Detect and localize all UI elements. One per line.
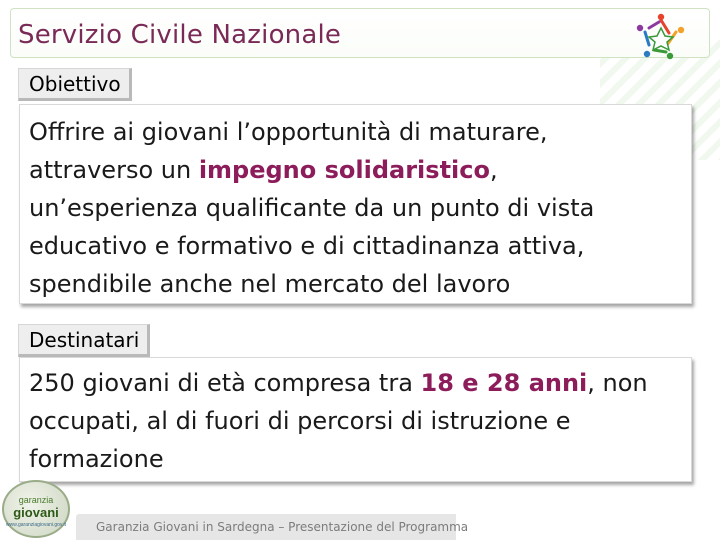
- destinatari-text: [29, 364, 648, 478]
- badge-line3: www.garanziagiovani.gov.it: [6, 522, 66, 528]
- text-segment: ,: [489, 156, 498, 184]
- text-line: [29, 227, 594, 265]
- footer-text: Garanzia Giovani in Sardegna – Presentazione del Programma: [96, 520, 469, 534]
- text-segment: , non: [587, 369, 648, 397]
- text-line: [29, 151, 594, 189]
- text-line: [29, 440, 648, 478]
- footer-bar: [76, 514, 469, 540]
- badge-line1: garanzia: [18, 495, 54, 505]
- page-title: Servizio Civile Nazionale: [18, 20, 342, 50]
- text-segment: spendibile anche nel mercato del lavoro: [29, 270, 511, 298]
- text-line: [29, 113, 594, 151]
- obiettivo-text: [29, 113, 594, 303]
- obiettivo-label: Obiettivo: [18, 68, 132, 101]
- text-line: [29, 402, 648, 440]
- badge-line2: giovani: [13, 505, 59, 520]
- destinatari-label: Destinatari: [18, 324, 150, 357]
- text-segment: un’esperienza qualificante da un punto di vista: [29, 194, 595, 222]
- highlighted-text: 18 e 28 anni: [420, 369, 588, 397]
- highlighted-text: impegno solidaristico: [198, 156, 490, 184]
- text-segment: 250 giovani di età compresa tra: [29, 369, 421, 397]
- text-line: [29, 189, 594, 227]
- text-line: [29, 265, 594, 303]
- star-people-logo-icon: [632, 12, 690, 62]
- text-segment: formazione: [29, 445, 164, 473]
- destinatari-box: [19, 357, 692, 482]
- garanzia-giovani-logo-icon: [2, 480, 70, 538]
- text-segment: attraverso un: [29, 156, 199, 184]
- text-line: [29, 364, 648, 402]
- obiettivo-box: [19, 104, 692, 304]
- text-segment: Offrire ai giovani l’opportunità di maturare,: [29, 118, 548, 146]
- text-segment: educativo e formativo e di cittadinanza attiva,: [29, 232, 585, 260]
- text-segment: occupati, al di fuori di percorsi di istruzione e: [29, 407, 571, 435]
